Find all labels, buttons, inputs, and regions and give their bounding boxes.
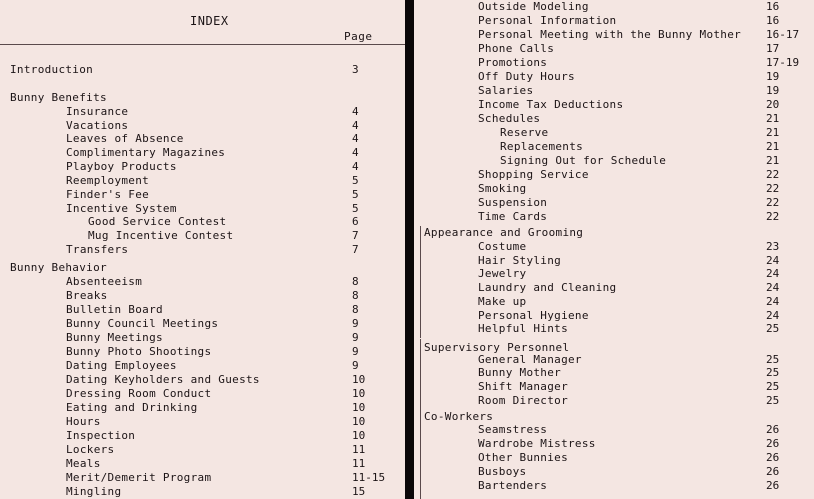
- left-entry-text: Breaks: [66, 289, 108, 302]
- right-entry-text: Personal Meeting with the Bunny Mother: [478, 28, 742, 41]
- left-entry-text: Introduction: [10, 63, 94, 76]
- left-entry-page: 4: [352, 146, 359, 159]
- right-entry-page: 25: [766, 322, 780, 335]
- right-entry-page: 26: [766, 451, 780, 464]
- left-entry-text: Leaves of Absence: [66, 132, 184, 145]
- left-entry-text: Playboy Products: [66, 160, 177, 173]
- left-entry-page: 7: [352, 229, 359, 242]
- left-entry-page: 5: [352, 188, 359, 201]
- right-entry-page: 17-19: [766, 56, 800, 69]
- left-entry-page: 4: [352, 132, 359, 145]
- left-entry-page: 10: [352, 415, 366, 428]
- left-entry-text: Inspection: [66, 429, 136, 442]
- right-entry-page: 26: [766, 479, 780, 492]
- right-entry-page: 16: [766, 0, 780, 13]
- right-entry-page: 21: [766, 140, 780, 153]
- right-entry-text: Wardrobe Mistress: [478, 437, 596, 450]
- left-entry-text: Complimentary Magazines: [66, 146, 226, 159]
- left-entry-text: Transfers: [66, 243, 129, 256]
- right-entry-text: Replacements: [500, 140, 584, 153]
- index-title: INDEX: [190, 14, 229, 28]
- coworkers-bracket: [420, 409, 421, 499]
- right-entry-text: Bunny Mother: [478, 366, 562, 379]
- page-gutter: [405, 0, 414, 499]
- left-entry-text: Lockers: [66, 443, 115, 456]
- right-entry-page: 25: [766, 380, 780, 393]
- right-entry-page: 26: [766, 423, 780, 436]
- left-entry-text: Dressing Room Conduct: [66, 387, 212, 400]
- right-entry-text: Jewelry: [478, 267, 527, 280]
- left-entry-page: 11: [352, 443, 366, 456]
- left-entry-page: 10: [352, 387, 366, 400]
- right-entry-page: 22: [766, 210, 780, 223]
- right-entry-page: 22: [766, 168, 780, 181]
- right-entry-text: Appearance and Grooming: [424, 226, 584, 239]
- left-entry-page: 9: [352, 331, 359, 344]
- left-entry-page: 10: [352, 373, 366, 386]
- right-entry-page: 19: [766, 84, 780, 97]
- right-entry-text: Shift Manager: [478, 380, 568, 393]
- left-entry-page: 4: [352, 160, 359, 173]
- left-entry-page: 5: [352, 174, 359, 187]
- left-entry-text: Bunny Photo Shootings: [66, 345, 212, 358]
- right-entry-text: Costume: [478, 240, 527, 253]
- right-entry-text: General Manager: [478, 353, 582, 366]
- right-entry-page: 23: [766, 240, 780, 253]
- appearance-bracket: [420, 226, 421, 338]
- left-entry-text: Finder's Fee: [66, 188, 150, 201]
- left-entry-text: Dating Keyholders and Guests: [66, 373, 260, 386]
- left-entry-page: 15: [352, 485, 366, 498]
- left-entry-text: Merit/Demerit Program: [66, 471, 212, 484]
- right-entry-page: 16: [766, 14, 780, 27]
- left-entry-text: Good Service Contest: [88, 215, 227, 228]
- left-entry-text: Incentive System: [66, 202, 177, 215]
- right-entry-text: Co-Workers: [424, 410, 494, 423]
- right-entry-text: Busboys: [478, 465, 527, 478]
- left-entry-text: Insurance: [66, 105, 129, 118]
- right-entry-text: Phone Calls: [478, 42, 555, 55]
- right-entry-page: 21: [766, 126, 780, 139]
- right-entry-text: Smoking: [478, 182, 527, 195]
- right-page: [414, 0, 814, 499]
- right-entry-text: Other Bunnies: [478, 451, 568, 464]
- left-entry-text: Mingling: [66, 485, 122, 498]
- left-entry-page: 8: [352, 289, 359, 302]
- left-entry-text: Bunny Meetings: [66, 331, 163, 344]
- right-entry-text: Time Cards: [478, 210, 548, 223]
- right-entry-page: 25: [766, 353, 780, 366]
- left-entry-page: 6: [352, 215, 359, 228]
- supervisory-bracket: [420, 339, 421, 409]
- right-entry-text: Supervisory Personnel: [424, 341, 570, 354]
- left-entry-text: Vacations: [66, 119, 129, 132]
- right-entry-page: 26: [766, 437, 780, 450]
- left-entry-text: Bunny Council Meetings: [66, 317, 219, 330]
- left-entry-page: 9: [352, 317, 359, 330]
- left-entry-text: Dating Employees: [66, 359, 177, 372]
- right-entry-page: 21: [766, 112, 780, 125]
- right-entry-text: Helpful Hints: [478, 322, 568, 335]
- left-entry-text: Reemployment: [66, 174, 150, 187]
- left-entry-page: 7: [352, 243, 359, 256]
- right-entry-text: Laundry and Cleaning: [478, 281, 617, 294]
- right-entry-text: Salaries: [478, 84, 534, 97]
- left-entry-page: 9: [352, 359, 359, 372]
- right-entry-text: Personal Hygiene: [478, 309, 589, 322]
- right-entry-page: 16-17: [766, 28, 800, 41]
- right-entry-text: Room Director: [478, 394, 568, 407]
- right-entry-page: 19: [766, 70, 780, 83]
- left-entry-text: Eating and Drinking: [66, 401, 198, 414]
- right-entry-page: 17: [766, 42, 780, 55]
- right-entry-page: 25: [766, 394, 780, 407]
- right-entry-text: Promotions: [478, 56, 548, 69]
- page-column-header: Page: [344, 30, 373, 43]
- right-entry-page: 26: [766, 465, 780, 478]
- right-entry-text: Reserve: [500, 126, 549, 139]
- left-entry-text: Mug Incentive Contest: [88, 229, 234, 242]
- left-entry-text: Bunny Behavior: [10, 261, 107, 274]
- left-entry-page: 3: [352, 63, 359, 76]
- right-entry-text: Hair Styling: [478, 254, 562, 267]
- right-entry-page: 24: [766, 281, 780, 294]
- right-entry-text: Outside Modeling: [478, 0, 589, 13]
- left-entry-text: Hours: [66, 415, 101, 428]
- right-entry-page: 24: [766, 295, 780, 308]
- right-entry-page: 25: [766, 366, 780, 379]
- right-entry-text: Personal Information: [478, 14, 617, 27]
- left-page: [0, 0, 405, 499]
- left-entry-text: Bunny Benefits: [10, 91, 107, 104]
- left-entry-page: 4: [352, 119, 359, 132]
- right-entry-page: 20: [766, 98, 780, 111]
- right-entry-text: Seamstress: [478, 423, 548, 436]
- left-entry-page: 8: [352, 275, 359, 288]
- left-entry-page: 10: [352, 429, 366, 442]
- right-entry-page: 24: [766, 254, 780, 267]
- right-entry-page: 21: [766, 154, 780, 167]
- left-entry-text: Meals: [66, 457, 101, 470]
- right-entry-text: Income Tax Deductions: [478, 98, 624, 111]
- right-entry-text: Make up: [478, 295, 527, 308]
- left-entry-page: 5: [352, 202, 359, 215]
- left-entry-page: 4: [352, 105, 359, 118]
- left-entry-page: 11: [352, 457, 366, 470]
- left-entry-text: Absenteeism: [66, 275, 143, 288]
- right-entry-text: Shopping Service: [478, 168, 589, 181]
- right-entry-page: 22: [766, 196, 780, 209]
- left-entry-page: 8: [352, 303, 359, 316]
- right-entry-page: 22: [766, 182, 780, 195]
- left-entry-page: 10: [352, 401, 366, 414]
- left-entry-page: 11-15: [352, 471, 386, 484]
- right-entry-text: Signing Out for Schedule: [500, 154, 667, 167]
- right-entry-text: Bartenders: [478, 479, 548, 492]
- header-rule: [0, 44, 405, 45]
- right-entry-text: Suspension: [478, 196, 548, 209]
- right-entry-text: Schedules: [478, 112, 541, 125]
- left-entry-text: Bulletin Board: [66, 303, 163, 316]
- right-entry-page: 24: [766, 309, 780, 322]
- left-entry-page: 9: [352, 345, 359, 358]
- right-entry-page: 24: [766, 267, 780, 280]
- right-entry-text: Off Duty Hours: [478, 70, 575, 83]
